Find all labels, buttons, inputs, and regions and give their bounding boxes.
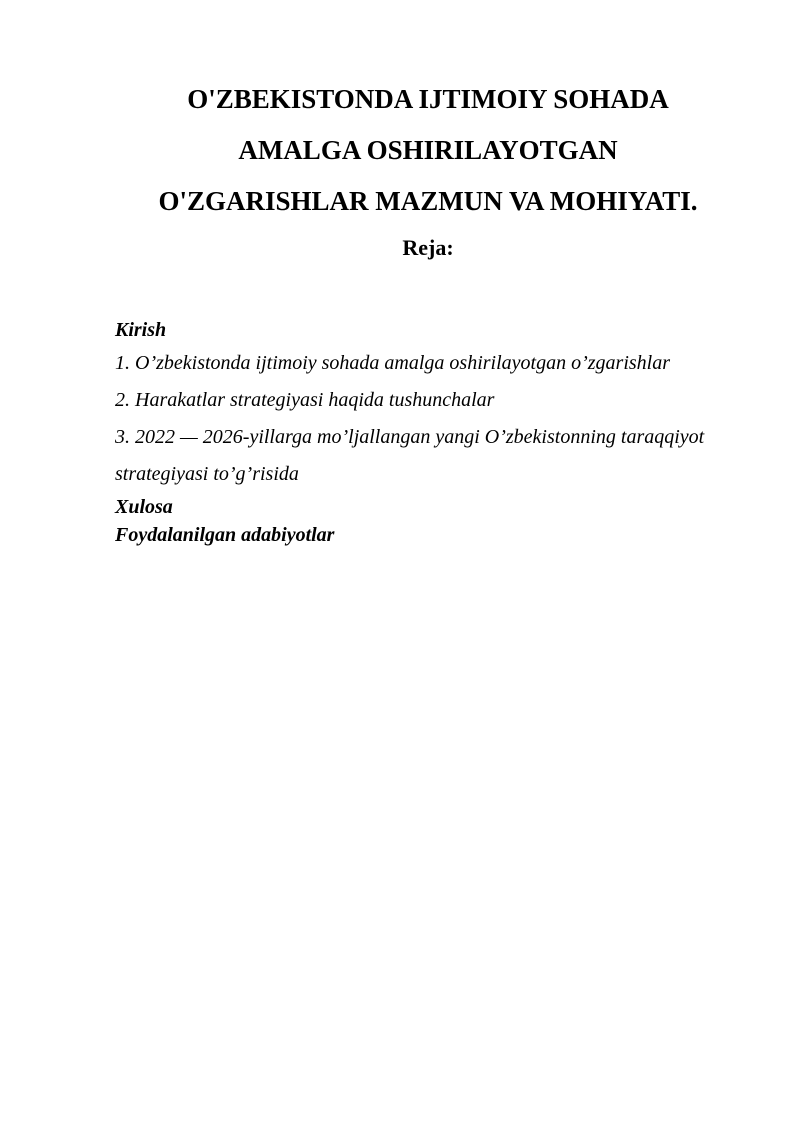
plan-item-1: 1. O’zbekistonda ijtimoiy sohada amalga oshirilayotgan o’zgarishlar: [115, 352, 670, 374]
title-block: [60, 74, 796, 263]
plan-references: Foydalanilgan adabiyotlar: [115, 524, 335, 546]
document-title-line-1: O'ZBEKISTONDA IJTIMOIY SOHADA: [187, 84, 669, 114]
plan-list: [115, 315, 775, 549]
plan-item-2: 2. Harakatlar strategiyasi haqida tushunchalar: [115, 389, 495, 411]
plan-item-3-continued: strategiyasi to’g’risida: [115, 463, 299, 485]
document-title-line-2: AMALGA OSHIRILAYOTGAN: [238, 135, 618, 165]
plan-intro: Kirish: [115, 319, 167, 341]
plan-heading: Reja:: [402, 235, 454, 260]
plan-conclusion: Xulosa: [115, 496, 173, 518]
document-title-line-3: O'ZGARISHLAR MAZMUN VA MOHIYATI.: [158, 186, 698, 216]
plan-item-3: 3. 2022 — 2026-yillarga mo’ljallangan yangi O’zbekistonning taraqqiyot: [115, 426, 705, 448]
